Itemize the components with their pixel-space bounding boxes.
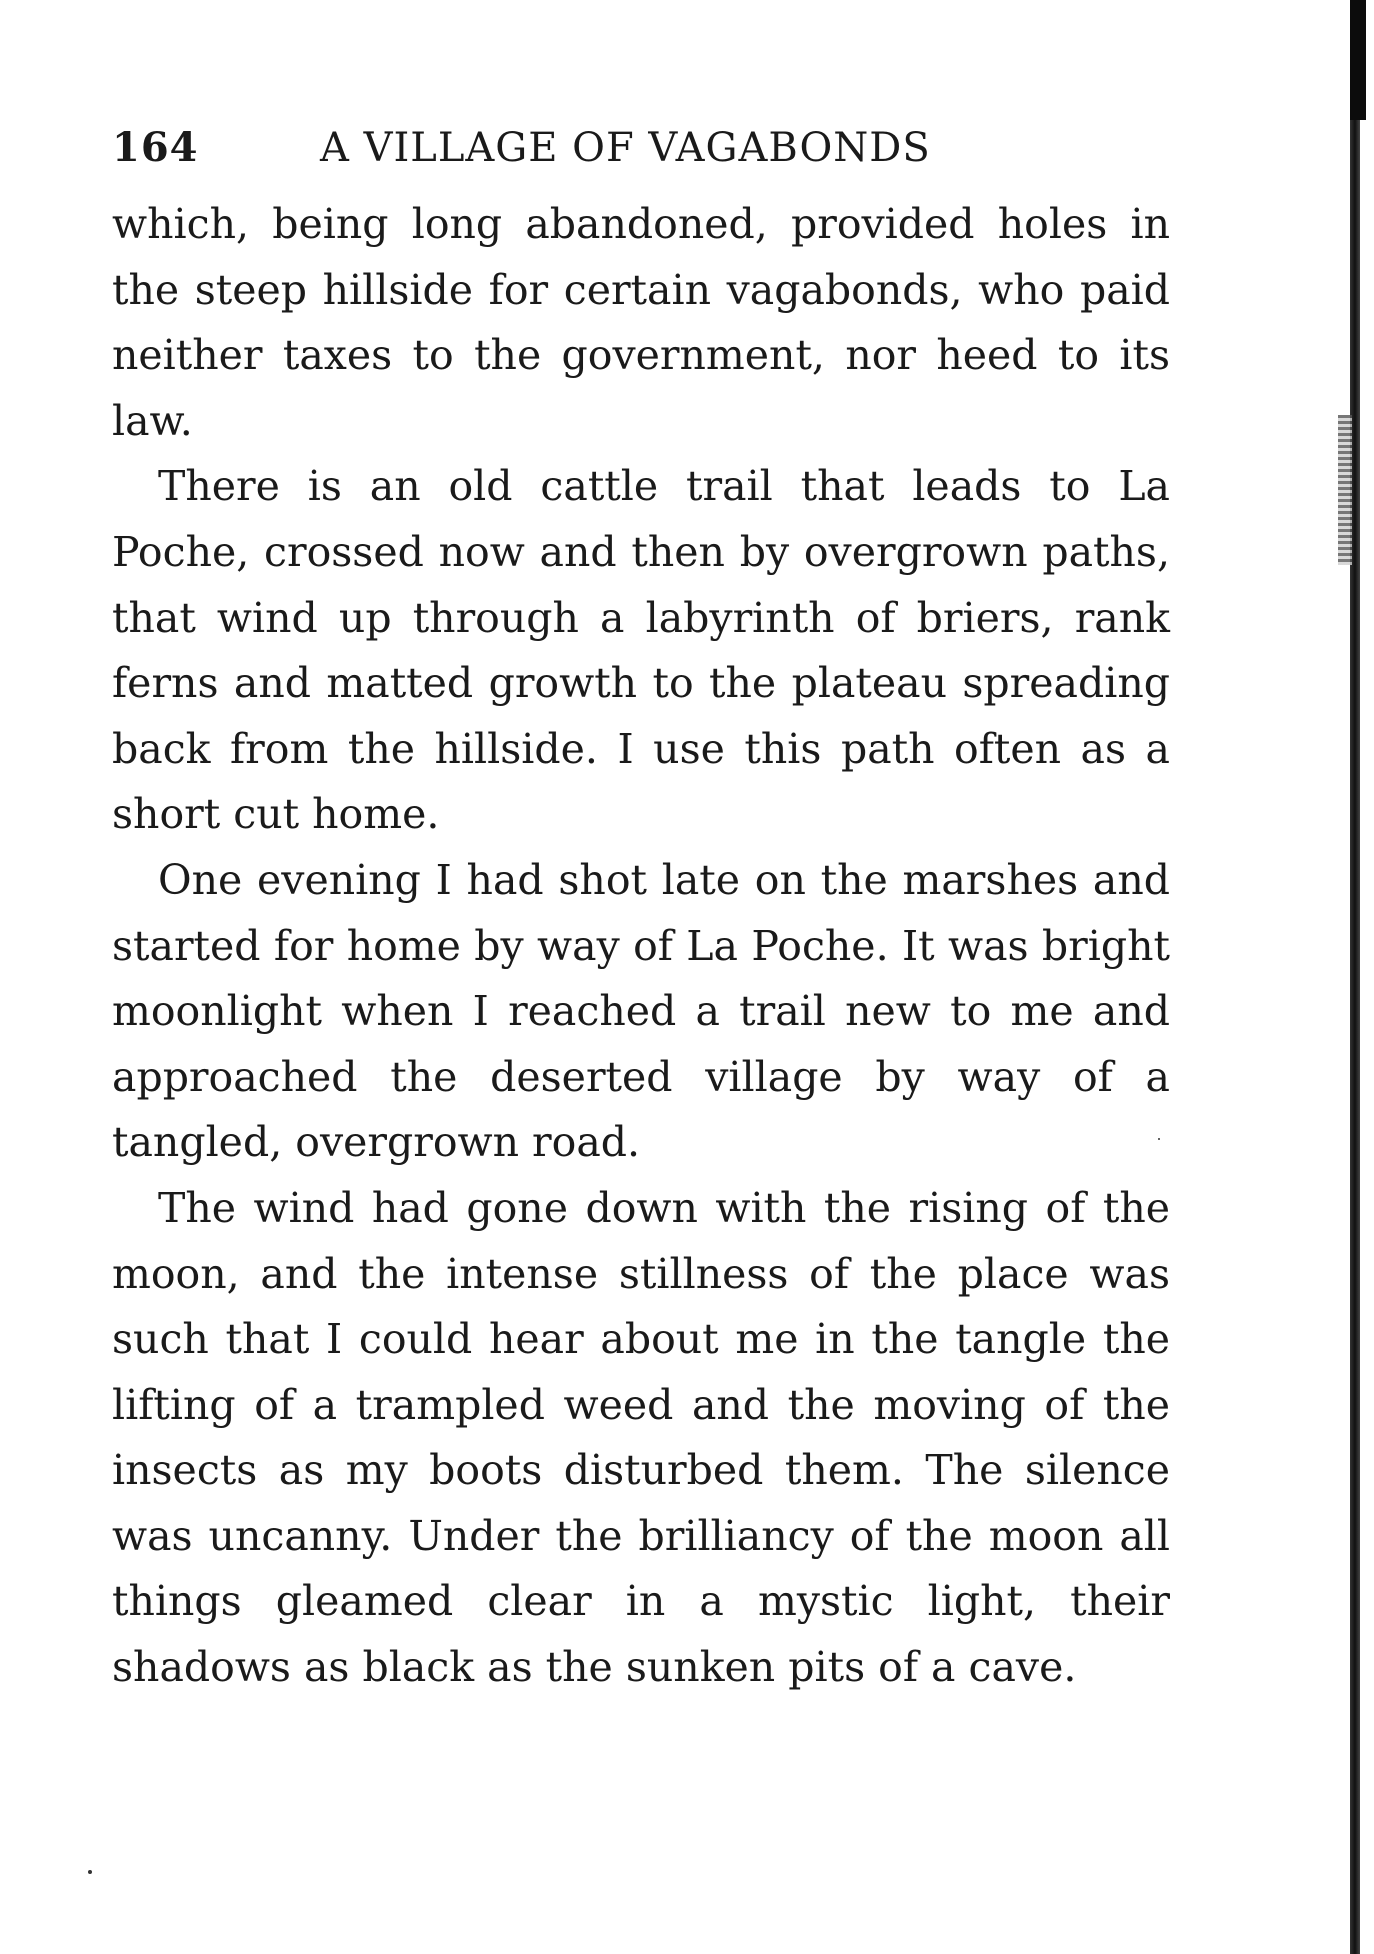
paragraph-continued: which, being long abandoned, provided holes in the steep hillside for certain vagabonds, who paid neither taxes to the government, nor heed to its law.: [112, 200, 1170, 445]
paragraph-wind: The wind had gone down with the rising of the moon, and the intense stillness of the place was such that I could hear about me in the tangle the lifting of a trampled weed and the moving of the insects as my boots disturbed them. The silence was uncanny. Under the brilliancy of the moon all things gleamed clear in a mystic light, their shadows as black as the sunken pits of a cave.: [112, 1183, 1170, 1692]
scan-speck: [1158, 1138, 1160, 1140]
binding-edge: [1350, 0, 1360, 1954]
paragraph-cattle-trail: There is an old cattle trail that leads to La Poche, crossed now and then by overgrown paths, that wind up through a labyrinth of briers, rank ferns and matted growth to the plateau spreading back from the hillside. I use this path often as a short cut home.: [112, 462, 1170, 839]
running-title: A VILLAGE OF VAGABONDS: [320, 125, 931, 171]
page-number: 164: [112, 124, 199, 171]
body-text: [112, 192, 1170, 1792]
paragraph-one-evening: One evening I had shot late on the marshes and started for home by way of La Poche. It was bright moonlight when I reached a trail new to me and approached the deserted village by way of a tangled, overgrown road.: [112, 855, 1170, 1167]
scan-speck: [88, 1870, 92, 1874]
page-header: [112, 118, 1172, 178]
binding-notch: [1338, 415, 1352, 565]
binding-edge-shadow: [1350, 0, 1366, 120]
